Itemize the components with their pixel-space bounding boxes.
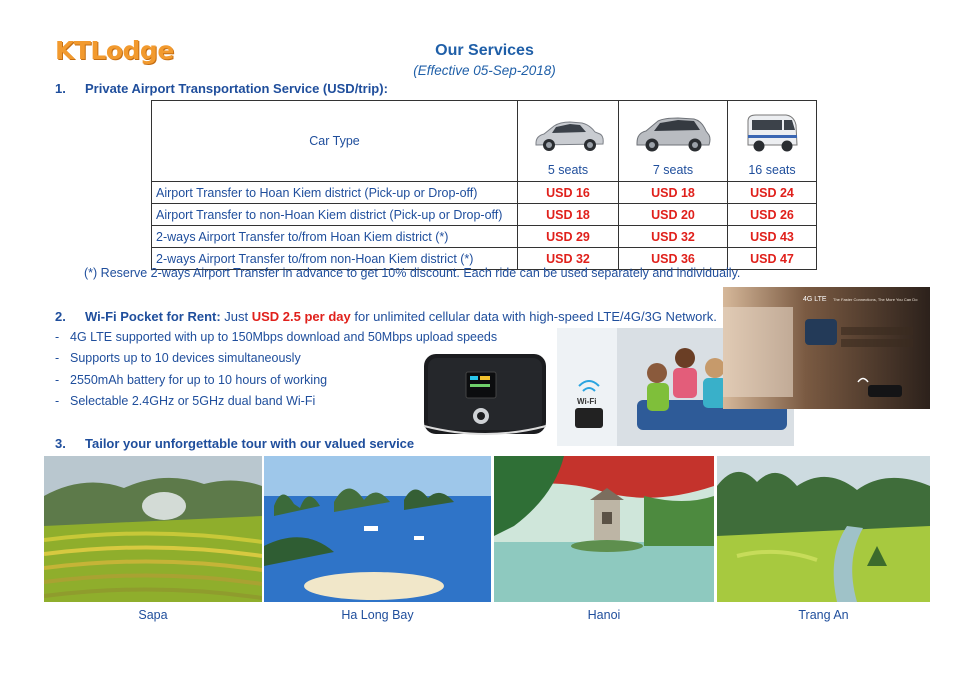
lte-promo-image bbox=[723, 287, 930, 409]
caption-sapa: Sapa bbox=[138, 608, 168, 622]
table-row bbox=[152, 204, 817, 226]
section-title: Wi-Fi Pocket for Rent: bbox=[85, 309, 221, 324]
route-label: Airport Transfer to non-Hoan Kiem district (Pick-up or Drop-off) bbox=[152, 204, 518, 226]
price-cell: USD 36 bbox=[619, 248, 728, 270]
list-item-text: 4G LTE supported with up to 150Mbps download and 50Mbps upload speeds bbox=[70, 330, 498, 344]
section-2-heading bbox=[55, 309, 717, 324]
section-number: 1. bbox=[55, 81, 66, 96]
price-cell: USD 29 bbox=[518, 226, 619, 248]
ktlodge-logo: KTLodge bbox=[55, 36, 174, 65]
caption-ha-long-bay: Ha Long Bay bbox=[341, 608, 414, 622]
caption-trang-an: Trang An bbox=[798, 608, 849, 622]
lte-tagline: The Faster Connections, The More You Can Do bbox=[833, 297, 918, 302]
hanoi-photo bbox=[494, 456, 714, 602]
route-label: Airport Transfer to Hoan Kiem district (Pick-up or Drop-off) bbox=[152, 182, 518, 204]
price-cell: USD 18 bbox=[619, 182, 728, 204]
section-3-heading bbox=[55, 436, 414, 451]
sedan-car-icon bbox=[530, 117, 606, 155]
wifi-intro-post: for unlimited cellular data with high-speed LTE/4G/3G Network. bbox=[350, 309, 717, 324]
ha-long-bay-photo bbox=[264, 456, 491, 602]
route-label: 2-ways Airport Transfer to/from Hoan Kiem district (*) bbox=[152, 226, 518, 248]
table-row bbox=[152, 182, 817, 204]
list-item-text: 2550mAh battery for up to 10 hours of working bbox=[70, 372, 328, 387]
price-cell: USD 26 bbox=[728, 204, 817, 226]
price-cell: USD 32 bbox=[518, 248, 619, 270]
price-cell: USD 20 bbox=[619, 204, 728, 226]
seats-5-header bbox=[518, 101, 619, 182]
section-title: Private Airport Transportation Service (USD/trip): bbox=[85, 81, 388, 96]
pocket-wifi-device-image bbox=[420, 350, 552, 440]
airport-transfer-price-table bbox=[151, 100, 817, 270]
price-cell: USD 18 bbox=[518, 204, 619, 226]
route-label: 2-ways Airport Transfer to/from non-Hoan Kiem district (*) bbox=[152, 248, 518, 270]
page-title: Our Services bbox=[435, 42, 534, 59]
list-item-text: Selectable 2.4GHz or 5GHz dual band Wi-Fi bbox=[70, 393, 316, 408]
wifi-price: USD 2.5 per day bbox=[251, 309, 351, 324]
seats-label: 7 seats bbox=[652, 163, 694, 177]
car-type-header: Car Type bbox=[152, 101, 518, 182]
list-item: - 4G LTE supported with up to 150Mbps download and 50Mbps upload speeds bbox=[55, 330, 498, 344]
price-cell: USD 43 bbox=[728, 226, 817, 248]
list-item: - Supports up to 10 devices simultaneously bbox=[55, 351, 301, 366]
mpv-car-icon bbox=[632, 115, 714, 155]
list-item-text: Supports up to 10 devices simultaneously bbox=[70, 351, 301, 366]
lte-label: 4G LTE bbox=[803, 296, 827, 303]
section-number: 2. bbox=[55, 309, 66, 324]
wifi-intro-pre: Just bbox=[220, 309, 252, 324]
sapa-photo bbox=[44, 456, 262, 602]
table-row bbox=[152, 226, 817, 248]
price-cell: USD 47 bbox=[728, 248, 817, 270]
discount-note: (*) Reserve 2-ways Airport Transfer in advance to get 10% discount. Each ride can be used separately and individually. bbox=[84, 266, 741, 280]
seats-label: 5 seats bbox=[547, 163, 589, 177]
seats-16-header bbox=[728, 101, 817, 182]
seats-label: 16 seats bbox=[748, 163, 796, 177]
section-number: 3. bbox=[55, 436, 66, 451]
page-subtitle: (Effective 05-Sep-2018) bbox=[413, 63, 556, 78]
table-header-row bbox=[152, 101, 817, 182]
section-1-heading bbox=[55, 81, 388, 96]
section-title: Tailor your unforgettable tour with our valued service bbox=[85, 436, 415, 451]
caption-hanoi: Hanoi bbox=[587, 608, 621, 622]
price-cell: USD 32 bbox=[619, 226, 728, 248]
list-item: - Selectable 2.4GHz or 5GHz dual band Wi-Fi bbox=[55, 393, 316, 408]
price-cell: USD 16 bbox=[518, 182, 619, 204]
wifi-label-in-image: Wi-Fi bbox=[577, 397, 597, 406]
van-icon bbox=[744, 111, 800, 155]
seats-7-header bbox=[619, 101, 728, 182]
trang-an-photo bbox=[717, 456, 930, 602]
list-item: - 2550mAh battery for up to 10 hours of working bbox=[55, 372, 328, 387]
price-cell: USD 24 bbox=[728, 182, 817, 204]
